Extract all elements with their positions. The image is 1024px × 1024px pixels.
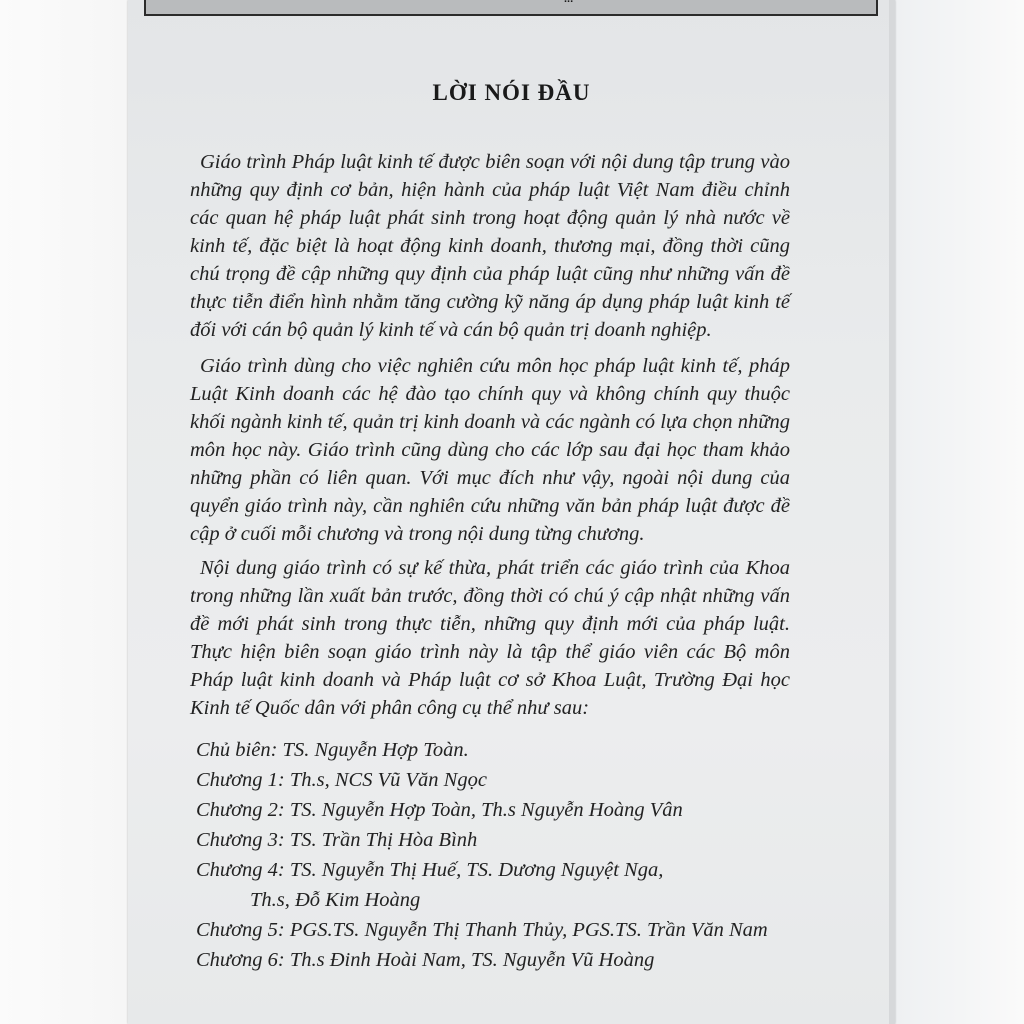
paragraph: Nội dung giáo trình có sự kế thừa, phát triển các giáo trình của Khoa trong những lần xuất bản trước, đồng thời có chú ý cập nhật những vấn đề mới phát sinh trong thực tiễn, những quy định mới của pháp luật. Thực hiện biên soạn giáo trình này là tập thể giáo viên các Bộ môn Pháp luật kinh doanh và Pháp luật cơ sở Khoa Luật, Trường Đại học Kinh tế Quốc dân với phân công cụ thể như sau: (190, 557, 790, 719)
credit-line-chapter-1: Chương 1: Th.s, NCS Vũ Văn Ngọc (196, 769, 487, 791)
background-right (895, 0, 1024, 1024)
paragraph: Giáo trình Pháp luật kinh tế được biên soạn với nội dung tập trung vào những quy định cơ bản, hiện hành của pháp luật Việt Nam điều chỉnh các quan hệ pháp luật phát sinh trong hoạt động quản lý nhà nước về kinh tế, đặc biệt là hoạt động kinh doanh, thương mại, đồng thời cũng chú trọng đề cập những quy định của pháp luật cũng như những vấn đề thực tiễn điển hình nhằm tăng cường kỹ năng áp dụng pháp luật kinh tế đối với cán bộ quản lý kinh tế và cán bộ quản trị doanh nghiệp. (190, 151, 790, 341)
running-header-band (144, 0, 878, 16)
credit-line-chapter-4: Chương 4: TS. Nguyễn Thị Huế, TS. Dương Nguyệt Nga, (196, 859, 664, 881)
credit-line-chapter-2: Chương 2: TS. Nguyễn Hợp Toàn, Th.s Nguyễn Hoàng Vân (196, 799, 683, 821)
credit-line-chapter-6: Chương 6: Th.s Đinh Hoài Nam, TS. Nguyễn Vũ Hoàng (196, 949, 655, 971)
paragraph: Giáo trình dùng cho việc nghiên cứu môn học pháp luật kinh tế, pháp Luật Kinh doanh các hệ đào tạo chính quy và không chính quy thuộc khối ngành kinh tế, quản trị kinh doanh và các ngành có lựa chọn những môn học này. Giáo trình cũng dùng cho các lớp sau đại học tham khảo những phần có liên quan. Với mục đích như vậy, ngoài nội dung của quyển giáo trình này, cần nghiên cứu những văn bản pháp luật được đề cập ở cuối mỗi chương và trong nội dung từng chương. (190, 355, 790, 545)
running-header-text (564, 0, 573, 5)
book-page (128, 0, 895, 1024)
page-title: LỜI NÓI ĐẦU (432, 80, 591, 105)
preface-body (190, 148, 790, 730)
credit-line-editor: Chủ biên: TS. Nguyễn Hợp Toàn. (196, 739, 469, 761)
credit-line-chapter-4-cont: Th.s, Đỗ Kim Hoàng (250, 889, 421, 911)
page-edge (889, 0, 895, 1024)
credit-line-chapter-5: Chương 5: PGS.TS. Nguyễn Thị Thanh Thủy, PGS.TS. Trần Văn Nam (196, 919, 768, 941)
background-left (0, 0, 128, 1024)
author-credits (196, 735, 876, 975)
credit-line-chapter-3: Chương 3: TS. Trần Thị Hòa Bình (196, 829, 478, 851)
